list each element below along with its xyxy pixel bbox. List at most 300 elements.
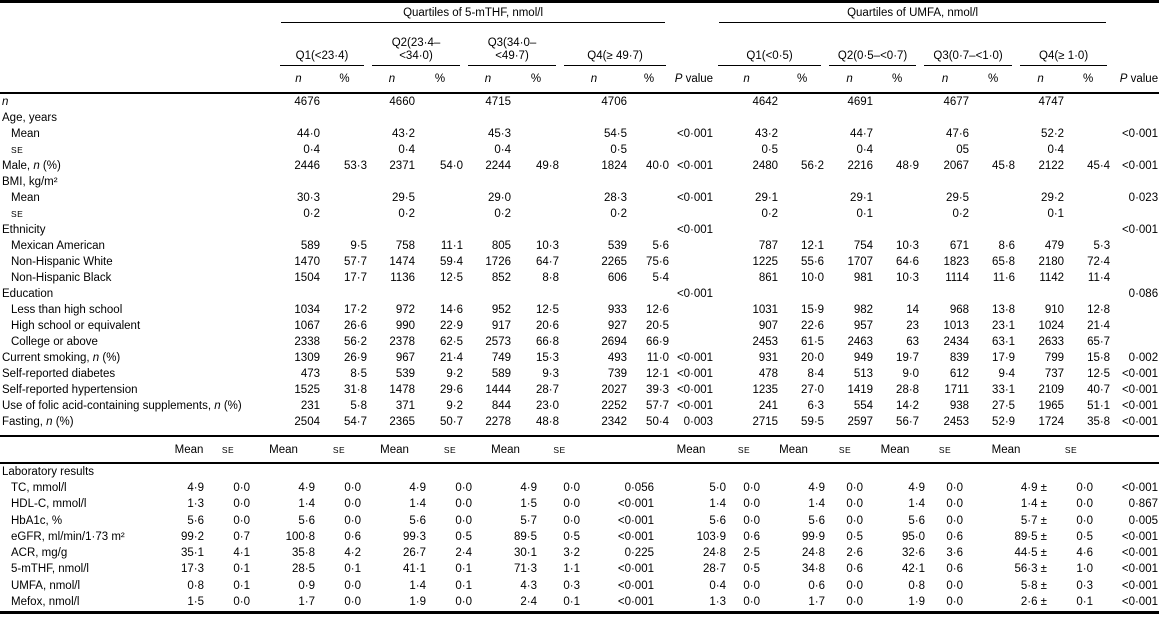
quartile-underline [829,50,916,66]
table-cell: 4·1 [233,547,250,560]
table-cell: 29·5 [391,191,415,204]
table-cell: 50·4 [646,415,670,428]
table-cell: 2434 [943,335,970,348]
table-cell: 1·4 [409,579,426,592]
table-cell: 48·9 [896,159,920,172]
row-label: Non-Hispanic Black [11,271,112,284]
table-cell: 4·9 [187,481,204,494]
table-cell [1111,318,1159,334]
table-cell: 54·5 [603,127,627,140]
table-cell: 20·0 [801,351,825,364]
table-cell: 62·5 [439,335,463,348]
table-cell: 0·4 [494,143,511,156]
table-row [0,414,1159,430]
col-header-mean: Mean [655,436,727,463]
table-cell: 931 [758,351,779,364]
table-cell: 29·1 [850,191,874,204]
table-cell: 861 [758,271,779,284]
table-cell: 957 [853,319,874,332]
table-cell: 10·3 [535,239,559,252]
table-cell: 0·0 [743,514,760,527]
table-cell: 0·8 [187,579,204,592]
table-cell [1111,174,1159,190]
col-header-se: SE [826,436,864,463]
quartile-header-cell [825,26,920,66]
table-cell: 371 [395,399,415,412]
table-cell: 15·9 [801,303,825,316]
table-cell: 927 [607,319,627,332]
quartile-header-cell [464,26,560,66]
table-cell [1065,126,1111,142]
table-cell: 0·023 [1128,191,1159,204]
p-value-column-spacer [670,26,714,66]
table-cell [779,110,825,126]
col-header-mean: Mean [173,436,205,463]
table-cell [970,110,1016,126]
table-cell: 1142 [1039,271,1065,284]
table-cell: 0·5 [563,530,580,543]
table-cell [464,286,512,302]
table-cell: 1·0 [1076,563,1093,576]
table-cell [1048,463,1094,480]
table-cell: 2·4 [520,596,537,609]
quartile-header-cell [920,26,1016,66]
table-cell [628,174,670,190]
table-cell: 12·8 [1087,303,1111,316]
table-cell: 0·5 [743,563,760,576]
table-cell: 6·3 [807,399,825,412]
table-cell: 1·4 [908,498,925,511]
table-cell: 1419 [847,383,874,396]
table-cell: 2633 [1038,335,1065,348]
row-label: Self-reported hypertension [2,383,138,396]
table-row [0,158,1159,174]
col-header-se: SE [538,436,581,463]
table-row [0,334,1159,350]
table-cell: 839 [949,351,970,364]
row-label: SE [11,144,24,155]
quartile-header-cell [368,26,464,66]
table-row [0,93,1159,110]
table-cell: 0·0 [846,579,863,592]
table-cell [512,206,560,222]
table-cell: 0·6 [946,530,963,543]
table-cell: 4·2 [344,547,361,560]
quartile-underline [280,50,364,66]
table-cell [970,93,1016,110]
table-cell: 1·5 [520,498,537,511]
table-cell: 0·0 [743,498,760,511]
table-cell: 4·9 [520,481,537,494]
table-cell: 100·8 [285,530,315,543]
table-cell [920,174,970,190]
table-cell: 749 [491,351,511,364]
row-label: SE [11,208,24,219]
table-cell: 21·4 [439,351,463,364]
table-cell [560,110,628,126]
table-cell [670,254,714,270]
table-cell: <0·001 [1121,481,1158,494]
table-cell [427,463,473,480]
table-cell: 12·5 [535,303,559,316]
table-cell: 0·0 [455,596,472,609]
table-cell: 0·4 [303,143,320,156]
table-cell [714,222,779,238]
row-label: Male, n (%) [2,159,61,172]
quartile-underline [1020,50,1107,66]
table-cell: 2480 [752,159,779,172]
table-cell: 12·5 [439,271,463,284]
row-label: Mefox, nmol/l [11,596,80,609]
table-cell [512,286,560,302]
table-cell: 0·6 [846,563,863,576]
table-cell: 612 [949,367,970,380]
table-cell: 0·003 [683,415,714,428]
table-cell: 28·7 [702,563,726,576]
col-header-pct: % [1065,66,1111,93]
table-row [0,497,1159,513]
table-cell: 1444 [485,383,511,396]
table-cell: 56·7 [896,415,920,428]
table-cell: 103·9 [696,530,726,543]
table-cell: 5·6 [808,514,825,527]
table-cell: 2244 [485,159,511,172]
table-cell: 4·6 [1076,547,1093,560]
table-cell [416,93,464,110]
table-cell: 2378 [389,335,415,348]
table-cell [874,93,920,110]
row-label: Mean [11,127,40,140]
table-cell: 539 [395,367,415,380]
table-cell: 89·5 [513,530,537,543]
table-cell: <0·001 [1121,223,1159,236]
col-header-n: n [276,66,321,93]
table-cell: 754 [853,239,874,252]
table-cell: 61·5 [801,335,825,348]
table-row [0,190,1159,206]
table-cell: 0·0 [233,498,250,511]
table-cell: 554 [853,399,874,412]
table-cell [173,463,205,480]
table-row [0,286,1159,302]
table-cell: 89·5 ± [1014,530,1047,543]
table-cell: 63 [906,335,920,348]
col-header-pct: % [512,66,560,93]
table-row [0,270,1159,286]
table-cell: 9·5 [350,239,367,252]
table-cell [964,463,1048,480]
table-cell: 0·002 [1128,351,1159,364]
table-cell: 56·2 [801,159,825,172]
table-cell: 11·1 [440,239,463,252]
quartile-header: Q3(0·7–<1·0) [933,50,1003,62]
table-cell: 54·7 [343,415,367,428]
table-cell [512,110,560,126]
table-cell: 22·9 [439,319,463,332]
table-cell: 0·4 [709,579,726,592]
table-cell: 95·0 [901,530,925,543]
table-cell: 1·4 ± [1020,498,1047,511]
table-cell: 1823 [943,255,970,268]
table-cell: 99·9 [801,530,825,543]
table-cell: 479 [1044,239,1065,252]
table-cell: 967 [395,351,415,364]
row-label: HDL-C, mmol/l [11,498,87,511]
table-cell: 0·2 [610,207,627,220]
table-cell: 1·3 [709,596,726,609]
table-cell [1111,93,1159,110]
table-cell: 27·5 [992,399,1016,412]
table-cell: 1478 [389,383,415,396]
table-cell: 5·3 [1093,239,1111,252]
table-cell: 0·1 [1047,207,1065,220]
table-cell [276,174,321,190]
table-cell [825,110,874,126]
table-cell: 1225 [752,255,779,268]
table-cell: 2180 [1038,255,1065,268]
row-label: Education [2,287,54,300]
lab-results-table [0,435,1159,614]
table-cell: 30·3 [296,191,320,204]
table-cell [560,222,628,238]
table-cell: 66·8 [535,335,559,348]
table-cell: 1·3 [187,498,204,511]
table-cell [670,302,714,318]
table-cell: 4·9 [409,481,426,494]
quartile-header: Q4(≥ 1·0) [1039,50,1089,62]
col-header-n: n [714,66,779,93]
row-label: Age, years [2,111,57,124]
quartile-header: Q4(≥ 49·7) [587,50,643,62]
table-cell: 0·8 [908,579,925,592]
table-cell: 972 [395,303,415,316]
table-row [0,110,1159,126]
table-cell [560,174,628,190]
row-label: eGFR, ml/min/1·73 m² [11,530,125,543]
col-header-mean: Mean [251,436,316,463]
table-cell [1111,302,1159,318]
table-cell [464,222,512,238]
table-cell: 1707 [847,255,874,268]
quartile-underline [718,50,821,66]
table-cell: 0·5 [1076,530,1093,543]
table-cell [321,110,368,126]
table-cell: 0·5 [455,530,472,543]
table-cell [670,334,714,350]
table-cell: 63·1 [992,335,1016,348]
table-cell [670,238,714,254]
table-cell: 34·8 [801,563,825,576]
table-cell: <0·001 [617,498,654,511]
table-cell [628,93,670,110]
table-cell [874,206,920,222]
table-cell: 0·0 [946,498,963,511]
table-row [0,366,1159,382]
quartile-header: Q2(23·4–<34·0) [391,37,441,62]
table-cell: 5·7 ± [1020,514,1047,527]
table-cell: 0·1 [233,579,250,592]
table-cell: 1235 [752,383,779,396]
table-cell: 26·9 [343,351,367,364]
table-cell: 2342 [601,415,627,428]
row-label: Mexican American [11,239,105,252]
table-row [0,529,1159,545]
table-cell [321,142,368,158]
table-cell [670,174,714,190]
table-cell: 478 [758,367,779,380]
table-cell: 1·4 [808,498,825,511]
table-row [0,398,1159,414]
table-cell [670,142,714,158]
table-cell [1111,206,1159,222]
table-cell: 21·4 [1087,319,1111,332]
corner-blank [0,2,276,27]
table-cell: 0·0 [846,498,863,511]
table-cell [1016,222,1065,238]
table-cell: 5·8 ± [1020,579,1047,592]
table-cell: 31·8 [343,383,367,396]
p-value-column-spacer [1111,2,1159,27]
table-cell: 0·0 [1076,514,1093,527]
table-cell [670,93,714,110]
table-cell: 0·5 [846,530,863,543]
table-cell: 64·6 [896,255,920,268]
table-cell: 0·0 [344,579,361,592]
table-cell: 59·5 [801,415,825,428]
table-cell: 739 [607,367,627,380]
table-cell: <0·001 [617,579,654,592]
table-cell: 5·6 [652,239,670,252]
table-cell: 4·9 [808,481,825,494]
table-cell: 805 [491,239,511,252]
quartile-header-cell [276,26,368,66]
table-cell [920,222,970,238]
table-cell: 981 [853,271,874,284]
table-cell [362,463,427,480]
table-cell [779,190,825,206]
table-cell: 2446 [294,159,320,172]
table-cell [970,142,1016,158]
group-title-cell [276,2,670,27]
table-cell: 8·5 [350,367,367,380]
row-label: n [2,95,9,108]
table-cell: <0·001 [676,351,714,364]
table-cell: 52·9 [992,415,1016,428]
table-cell: 1·1 [563,563,580,576]
table-cell: 0·3 [563,579,580,592]
table-cell [779,126,825,142]
table-cell: 0·2 [952,207,970,220]
table-cell: 10·0 [801,271,825,284]
table-cell [276,222,321,238]
table-cell [512,222,560,238]
table-cell: 0·0 [233,481,250,494]
table-cell [538,463,581,480]
table-cell: 1114 [945,271,970,284]
table-cell: 23 [906,319,920,332]
col-header-pct: % [628,66,670,93]
col-header-mean: Mean [362,436,427,463]
table-cell: 35·8 [291,547,315,560]
table-cell: <0·001 [617,596,654,609]
table-cell: 0·867 [1128,498,1158,511]
table-cell: 14 [906,303,920,316]
table-cell [874,126,920,142]
table-cell: 5·6 [298,514,315,527]
table-cell: 35·8 [1087,415,1111,428]
col-header-pct: % [970,66,1016,93]
table-cell: 54·0 [439,159,463,172]
table-cell: 41·1 [402,563,426,576]
p-value-column-spacer [1111,26,1159,66]
table-row [0,578,1159,594]
table-cell: 1965 [1038,399,1065,412]
table-cell: 0·6 [946,563,963,576]
table-cell: 0·0 [846,596,863,609]
table-cell [1016,174,1065,190]
table-cell [670,270,714,286]
table-cell: 1824 [601,159,627,172]
quartile-underline [372,37,460,66]
table-cell: 27·0 [801,383,825,396]
table-cell: 2265 [601,255,627,268]
table-cell: 0·6 [344,530,361,543]
table-cell: 5·0 [709,481,726,494]
table-cell: <0·001 [676,287,714,300]
table-cell [1065,222,1111,238]
table-cell: 40·0 [646,159,670,172]
row-label: TC, mmol/l [11,481,67,494]
group-title-cell [714,2,1111,27]
table-cell: 0·1 [856,207,874,220]
table-cell: 2·6 ± [1020,596,1047,609]
table-cell: 0·0 [1076,498,1093,511]
table-row [0,222,1159,238]
table-cell: <0·001 [1121,579,1158,592]
table-cell: 52·2 [1041,127,1065,140]
table-cell: 4·9 ± [1020,481,1047,494]
table-cell [1016,110,1065,126]
table-cell: 0·0 [946,596,963,609]
table-cell: 1·9 [908,596,925,609]
table-cell [779,222,825,238]
table-cell: 22·6 [801,319,825,332]
table-cell: 1031 [752,303,779,316]
table-cell [512,174,560,190]
table-cell: 2504 [294,415,320,428]
table-cell: 539 [607,239,627,252]
table-cell [560,286,628,302]
table-cell: 2·6 [846,547,863,560]
table-cell [321,190,368,206]
table-cell: 910 [1044,303,1065,316]
table-cell: 917 [491,319,511,332]
lab-header-blank [0,436,173,463]
table-cell: 2278 [485,415,511,428]
table-cell [368,222,416,238]
table-cell: 28·5 [291,563,315,576]
table-cell [628,142,670,158]
table-cell: 75·6 [646,255,670,268]
table-cell: 29·5 [946,191,970,204]
table-cell [1111,238,1159,254]
table-cell: 43·2 [755,127,779,140]
table-cell [512,190,560,206]
quartile-header-cell [714,26,825,66]
table-cell: 0·005 [1128,514,1158,527]
table-cell: 5·6 [709,514,726,527]
table-cell: 23·0 [535,399,559,412]
